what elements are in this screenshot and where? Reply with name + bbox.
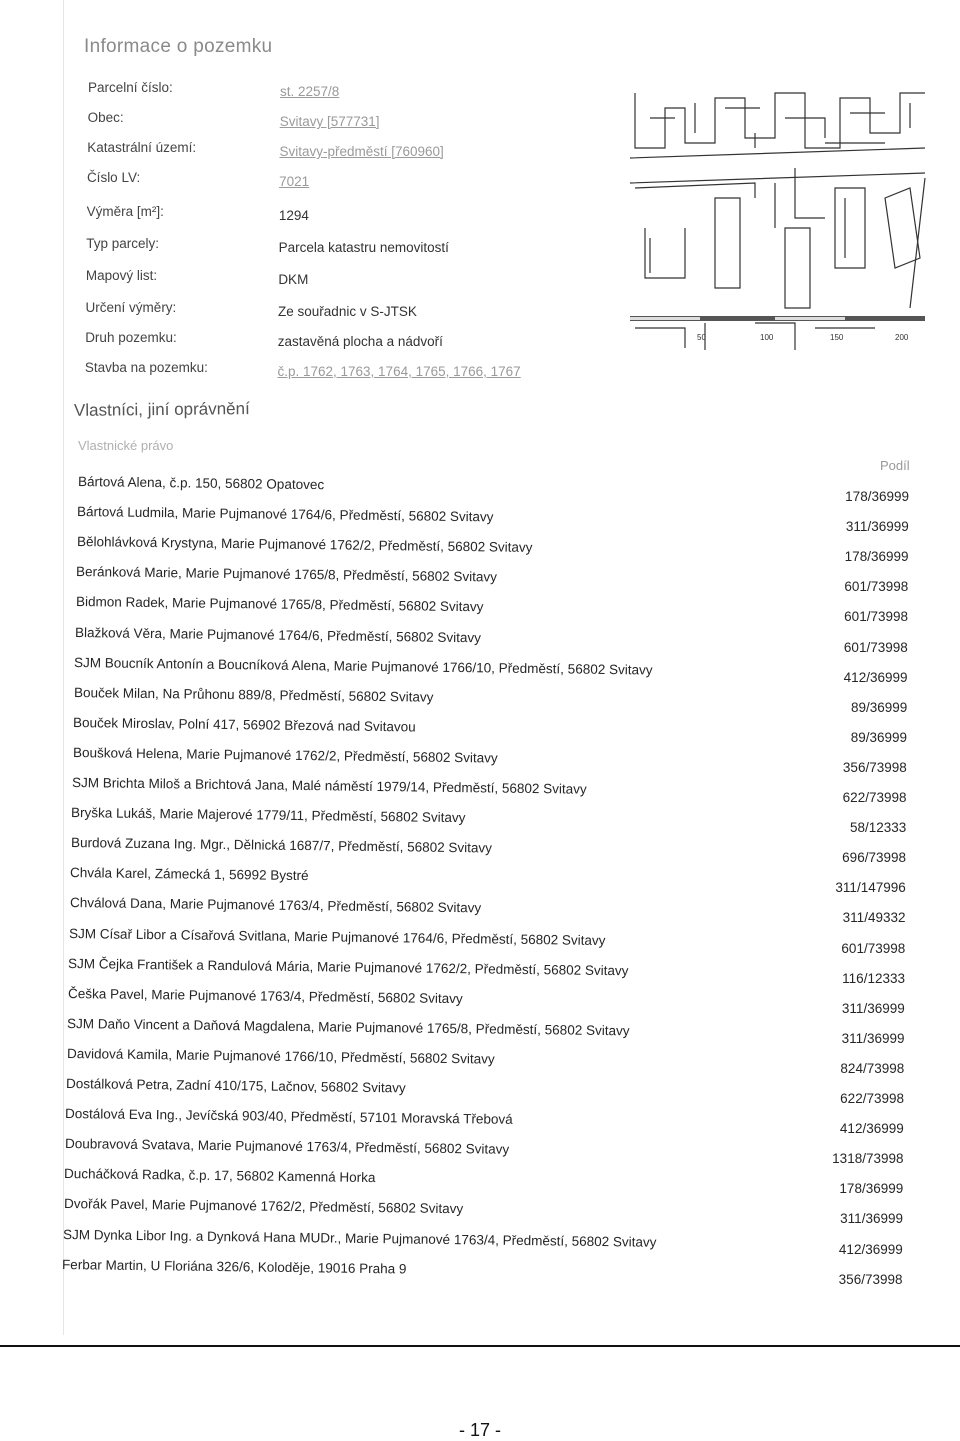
owner-share: 824/73998 bbox=[840, 1060, 905, 1076]
owner-name: SJM Boucník Antonín a Boucníková Alena, Marie Pujmanové 1766/10, Předměstí, 56802 Svitavy bbox=[74, 654, 654, 678]
owner-share: 311/49332 bbox=[842, 910, 906, 926]
parcel-info-value[interactable]: Svitavy [577731] bbox=[279, 114, 380, 129]
parcel-info-value: Ze souřadnic v S-JTSK bbox=[278, 304, 417, 319]
parcel-info-label: Katastrální území: bbox=[87, 140, 197, 155]
scale-label-150: 150 bbox=[830, 333, 844, 342]
owner-share: 601/73998 bbox=[844, 609, 908, 625]
owner-name: Boušková Helena, Marie Pujmanové 1762/2, Předměstí, 56802 Svitavy bbox=[72, 744, 498, 766]
scale-label-100: 100 bbox=[760, 333, 774, 342]
owner-share: 1318/73998 bbox=[832, 1151, 904, 1167]
owner-share: 696/73998 bbox=[842, 850, 906, 866]
owner-share: 412/36999 bbox=[843, 669, 908, 685]
owner-name: Chvála Karel, Zámecká 1, 56992 Bystré bbox=[70, 865, 309, 884]
owner-name: Bryška Lukáš, Marie Majerové 1779/11, Předměstí, 56802 Svitavy bbox=[71, 805, 466, 826]
owner-name: SJM Čejka František a Randulová Mária, Marie Pujmanové 1762/2, Předměstí, 56802 Svitavy bbox=[68, 955, 629, 978]
parcel-info-label: Obec: bbox=[87, 110, 124, 125]
owner-name: Davidová Kamila, Marie Pujmanové 1766/10, Předměstí, 56802 Svitavy bbox=[66, 1045, 495, 1067]
owner-name: Dostálová Eva Ing., Jevíčská 903/40, Předměstí, 57101 Moravská Třebová bbox=[65, 1106, 514, 1127]
owner-share: 311/36999 bbox=[840, 1211, 903, 1227]
owner-name: Ferbar Martin, U Floriána 326/6, Koloděje, 19016 Praha 9 bbox=[62, 1256, 407, 1277]
owner-share: 356/73998 bbox=[842, 759, 907, 775]
owner-name: Češka Pavel, Marie Pujmanové 1763/4, Předměstí, 56802 Svitavy bbox=[67, 985, 463, 1006]
owner-share: 311/36999 bbox=[841, 1030, 905, 1046]
owner-name: Dostálková Petra, Zadní 410/175, Lačnov, 56802 Svitavy bbox=[65, 1076, 406, 1096]
parcel-info-label: Parcelní číslo: bbox=[88, 80, 173, 95]
parcel-info-label: Číslo LV: bbox=[86, 170, 141, 185]
page-number: - 17 - bbox=[458, 1420, 501, 1440]
owner-share: 601/73998 bbox=[844, 579, 909, 595]
parcel-info-value: zastavěná plocha a nádvoří bbox=[277, 334, 443, 349]
owner-name: Doubravová Svatava, Marie Pujmanové 1763/4, Předměstí, 56802 Svitavy bbox=[64, 1136, 510, 1158]
parcel-info-value[interactable]: 7021 bbox=[279, 174, 310, 189]
owner-share: 412/36999 bbox=[839, 1121, 904, 1137]
parcel-info-value: 1294 bbox=[278, 208, 309, 223]
owner-name: Bouček Milan, Na Průhonu 889/8, Předměstí, 56802 Svitavy bbox=[73, 684, 434, 705]
owner-share: 622/73998 bbox=[842, 790, 907, 805]
parcel-info-value[interactable]: Svitavy-předměstí [760960] bbox=[279, 144, 444, 159]
info-title: Informace o pozemku bbox=[84, 36, 273, 57]
owner-name: Ducháčková Radka, č.p. 17, 56802 Kamenná Horka bbox=[64, 1166, 376, 1186]
owner-share: 178/36999 bbox=[845, 489, 909, 504]
owner-share: 412/36999 bbox=[838, 1241, 903, 1257]
scan-edge bbox=[63, 0, 64, 1335]
owner-share: 601/73998 bbox=[843, 639, 908, 655]
owner-name: SJM Brichta Miloš a Brichtová Jana, Malé náměstí 1979/14, Předměstí, 56802 Svitavy bbox=[71, 775, 587, 797]
owner-share: 89/36999 bbox=[850, 729, 907, 745]
owner-share: 311/36999 bbox=[845, 519, 909, 535]
owner-name: SJM Dynka Libor Ing. a Dynková Hana MUDr., Marie Pujmanové 1763/4, Předměstí, 56802 Svitavy bbox=[62, 1226, 657, 1250]
page-rule bbox=[0, 1345, 960, 1347]
ownership-subtitle: Vlastnické právo bbox=[78, 438, 174, 453]
parcel-info-value: DKM bbox=[278, 272, 309, 287]
owner-name: Dvořák Pavel, Marie Pujmanové 1762/2, Předměstí, 56802 Svitavy bbox=[63, 1196, 463, 1217]
owner-name: Burdová Zuzana Ing. Mgr., Dělnická 1687/7, Předměstí, 56802 Svitavy bbox=[70, 835, 492, 856]
owner-share: 89/36999 bbox=[850, 699, 908, 715]
parcel-info-label: Typ parcely: bbox=[86, 236, 160, 251]
cadastral-map bbox=[625, 88, 930, 360]
parcel-info-value: Parcela katastru nemovitostí bbox=[278, 240, 449, 255]
owner-name: Bouček Miroslav, Polní 417, 56902 Březová nad Svitavou bbox=[73, 714, 416, 735]
owner-name: Bártová Alena, č.p. 150, 56802 Opatovec bbox=[77, 474, 325, 493]
owner-share: 356/73998 bbox=[838, 1271, 903, 1287]
share-header: Podíl bbox=[880, 458, 910, 473]
owner-name: Beránková Marie, Marie Pujmanové 1765/8, Předměstí, 56802 Svitavy bbox=[76, 564, 498, 585]
owners-title: Vlastníci, jiní oprávnění bbox=[73, 399, 250, 420]
scale-label-200: 200 bbox=[895, 333, 909, 342]
owner-name: Blažková Věra, Marie Pujmanové 1764/6, Předměstí, 56802 Svitavy bbox=[74, 624, 482, 645]
parcel-info-label: Výměra [m²]: bbox=[86, 204, 164, 219]
owner-share: 601/73998 bbox=[841, 940, 906, 956]
parcel-info-label: Stavba na pozemku: bbox=[84, 360, 208, 375]
owner-name: Bělohlávková Krystyna, Marie Pujmanové 1762/2, Předměstí, 56802 Svitavy bbox=[76, 534, 533, 556]
parcel-info-value[interactable]: st. 2257/8 bbox=[280, 84, 340, 99]
owner-share: 311/36999 bbox=[841, 1000, 905, 1016]
owner-share: 622/73998 bbox=[840, 1091, 904, 1106]
owner-name: SJM Daňo Vincent a Daňová Magdalena, Marie Pujmanové 1765/8, Předměstí, 56802 Svitavy bbox=[67, 1015, 630, 1039]
owner-name: SJM Císař Libor a Císařová Svitlana, Marie Pujmanové 1764/6, Předměstí, 56802 Svitavy bbox=[68, 925, 606, 948]
owner-name: Bidmon Radek, Marie Pujmanové 1765/8, Předměstí, 56802 Svitavy bbox=[75, 594, 484, 615]
parcel-info-label: Určení výměry: bbox=[85, 300, 177, 315]
owner-name: Chválová Dana, Marie Pujmanové 1763/4, Předměstí, 56802 Svitavy bbox=[69, 895, 481, 916]
owner-share: 116/12333 bbox=[842, 970, 905, 986]
owner-share: 178/36999 bbox=[839, 1181, 904, 1197]
owner-share: 58/12333 bbox=[849, 820, 907, 836]
parcel-info-label: Mapový list: bbox=[85, 268, 158, 283]
parcel-info-label: Druh pozemku: bbox=[85, 330, 177, 345]
owner-name: Bártová Ludmila, Marie Pujmanové 1764/6, Předměstí, 56802 Svitavy bbox=[77, 504, 494, 525]
owner-share: 178/36999 bbox=[844, 549, 909, 565]
owner-share: 311/147996 bbox=[835, 880, 906, 896]
parcel-info-value[interactable]: č.p. 1762, 1763, 1764, 1765, 1766, 1767 bbox=[277, 364, 521, 379]
scale-label-50: 50 bbox=[697, 333, 706, 342]
